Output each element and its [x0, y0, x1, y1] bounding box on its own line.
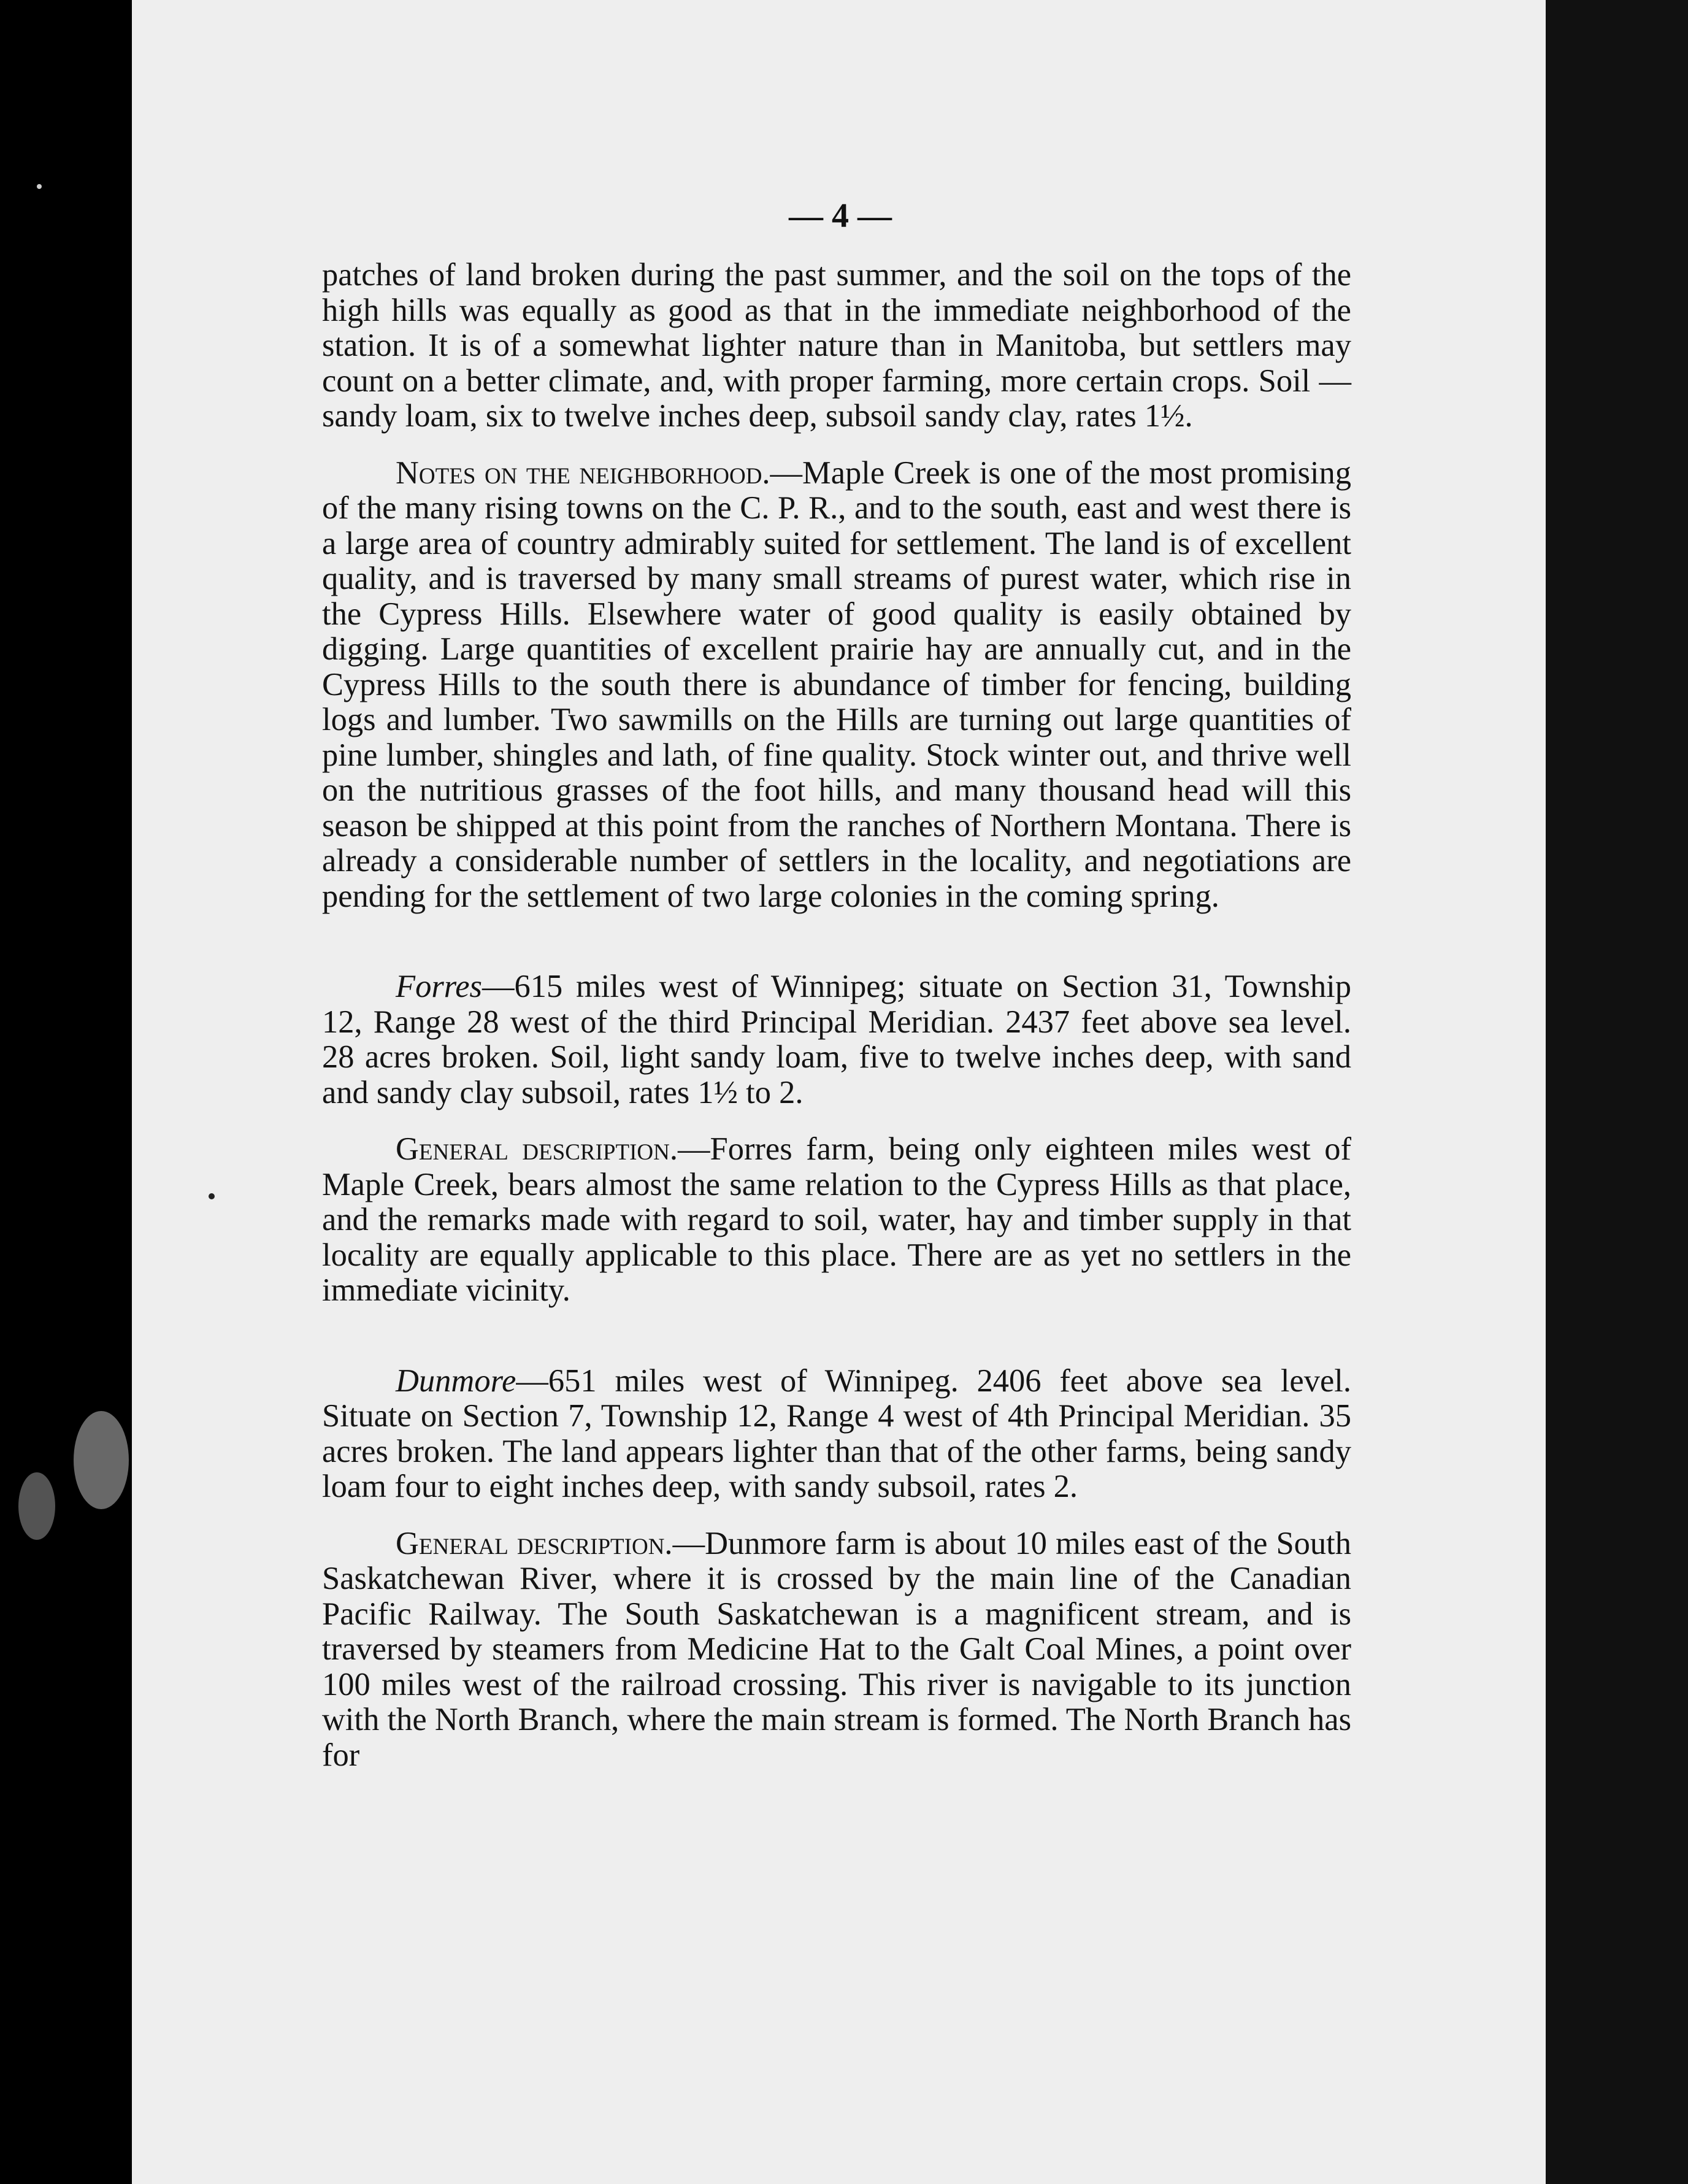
- paragraph-neighborhood-notes: [322, 456, 1351, 915]
- section-heading: General description.: [396, 1525, 673, 1561]
- adjacent-page-edge: [1546, 0, 1688, 2184]
- place-name: Dunmore: [396, 1363, 516, 1399]
- paragraph-body: —Maple Creek is one of the most promising of the many rising towns on the C. P. R., and to the south, east and west there is a large area of country admirably suited for settlement. The land is of excellent quality, and is traversed by many small streams of purest water, which rise in the Cypress Hills. Elsewhere water of good quality is easily obtained by digging. Large quantities of excellent prairie hay are annually cut, and in the Cypress Hills to the south there is abundance of timber for fencing, building logs and lumber. Two sawmills on the Hills are turning out large quantities of pine lumber, shingles and lath, of fine quality. Stock winter out, and thrive well on the nutritious grasses of the foot hills, and many thousand head will this season be shipped at this point from the ranches of Northern Montana. There is already a considerable number of settlers in the locality, and negotiations are pending for the settlement of two large colonies in the coming spring.: [322, 455, 1351, 914]
- page-number: — 4 —: [789, 197, 892, 235]
- section-heading: Notes on the neighborhood.: [396, 455, 770, 491]
- scan-speck: [74, 1411, 129, 1509]
- paragraph-body: —651 miles west of Winnipeg. 2406 feet above sea level. Situate on Section 7, Township 12, Range 4 west of 4th Principal Meridian. 35 acres broken. The land appears lighter than that of the other farms, being sandy loam four to eight inches deep, with sandy subsoil, rates 2.: [322, 1363, 1351, 1504]
- scan-speck: [209, 1193, 215, 1199]
- paragraph-dunmore: [322, 1364, 1351, 1505]
- paragraph-body: —Forres farm, being only eighteen miles west of Maple Creek, bears almost the same relation to the Cypress Hills as that place, and the remarks made with regard to soil, water, hay and timber supply in that locality are equally applicable to this place. There are as yet no settlers in the immediate vicinity.: [322, 1131, 1351, 1308]
- scan-speck: [18, 1472, 55, 1540]
- paragraph-body: —Dunmore farm is about 10 miles east of the South Saskatchewan River, where it is crossed by the main line of the Canadian Pacific Railway. The South Saskatchewan is a magnificent stream, and is traversed by steamers from Medicine Hat to the Galt Coal Mines, a point over 100 miles west of the railroad crossing. This river is navigable to its junction with the North Branch, where the main stream is formed. The North Branch has for: [322, 1525, 1352, 1773]
- paragraph-forres: [322, 969, 1351, 1110]
- scan-speck: [37, 184, 42, 189]
- scan-border-left: [0, 0, 141, 2184]
- place-name: Forres: [396, 969, 482, 1004]
- paragraph-dunmore-description: [322, 1526, 1351, 1774]
- paragraph-body: —615 miles west of Winnipeg; situate on Section 31, Township 12, Range 28 west of the third Principal Meridian. 2437 feet above sea level. 28 acres broken. Soil, light sandy loam, five to twelve inches deep, with sand and sandy clay subsoil, rates 1½ to 2.: [322, 969, 1351, 1110]
- paragraph-forres-description: [322, 1132, 1351, 1309]
- body-text: [322, 258, 1351, 1773]
- paragraph-soil: patches of land broken during the past summer, and the soil on the tops of the high hills was equally as good as that in the immediate neighborhood of the station. It is of a somewhat lighter nature than in Manitoba, but settlers may count on a better climate, and, with proper farming, more certain crops. Soil —sandy loam, six to twelve inches deep, subsoil sandy clay, rates 1½.: [322, 257, 1351, 434]
- section-heading: General description.: [396, 1131, 678, 1167]
